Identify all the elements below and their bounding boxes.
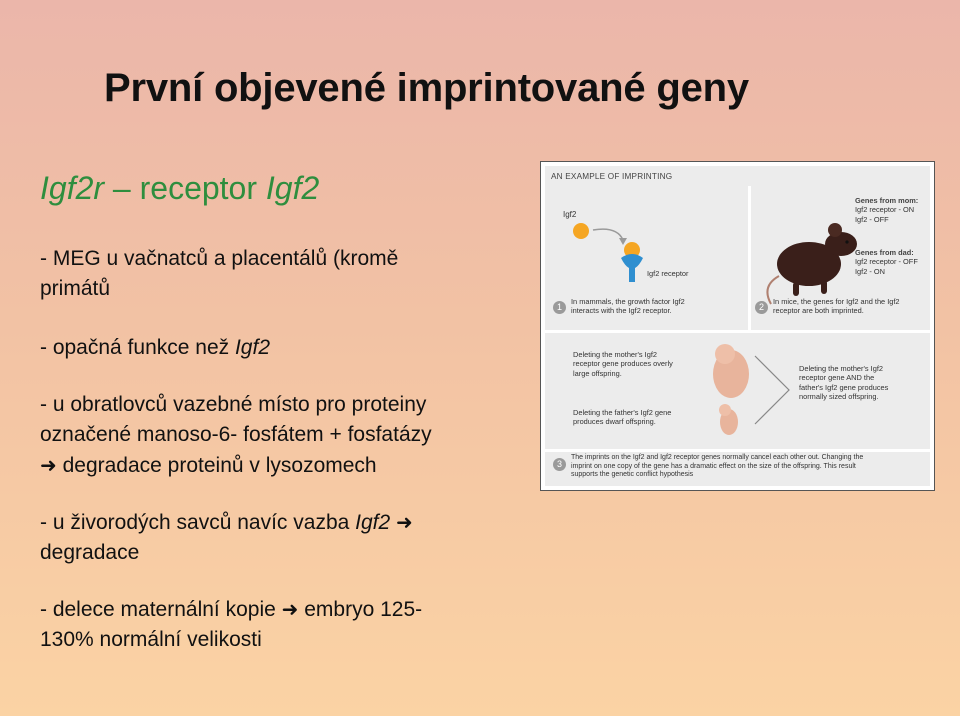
- step-1-caption: [571, 297, 685, 316]
- mom-genes: [855, 196, 918, 224]
- divider: [545, 330, 930, 333]
- figure-heading: AN EXAMPLE OF IMPRINTING: [551, 172, 673, 181]
- step-2-line-1: In mice, the genes for Igf2 and the Igf2: [773, 297, 900, 306]
- bullet-1: [40, 244, 398, 304]
- gene-name: Igf2r: [40, 170, 105, 206]
- bullet-2-gene: Igf2: [234, 336, 270, 359]
- bullet-3-line-3: [40, 450, 432, 481]
- igf2-receptor-icon: [621, 254, 643, 282]
- mom-gene-1: Igf2 receptor - ON: [855, 205, 915, 215]
- mom-gene-2: Igf2 - OFF: [855, 214, 889, 224]
- deletion-both-line-1: Deleting the mother's Igf2: [799, 364, 883, 373]
- slide-subtitle: [40, 170, 319, 207]
- arrow-icon: ➜: [396, 510, 413, 534]
- bullet-5-text: - delece maternální kopie: [40, 598, 282, 621]
- deletion-mom-line-3: large offspring.: [573, 368, 622, 378]
- bullet-4-line-2: degradace: [40, 541, 140, 564]
- divider: [545, 449, 930, 452]
- subtitle-text: – receptor: [104, 170, 266, 206]
- bullet-3-line-3-text: degradace proteinů v lysozomech: [56, 454, 377, 477]
- arrow-icon: ➜: [281, 597, 299, 621]
- step-2-caption: [773, 297, 900, 316]
- mouse-leg-icon: [793, 282, 799, 296]
- curved-arrow-icon: [593, 229, 623, 240]
- imprinting-figure: [540, 161, 935, 491]
- arrow-icon: ➜: [40, 453, 57, 477]
- bullet-1-line-1: - MEG u vačnatců a placentálů (kromě: [40, 247, 399, 270]
- dad-gene-1: Igf2 receptor - OFF: [855, 257, 918, 267]
- dad-genes: [855, 248, 918, 276]
- bullet-1-line-2: primátů: [40, 277, 111, 300]
- step-3-line-2: imprint on one copy of the gene has a dramatic effect on the size of the offspring. This result: [571, 462, 856, 470]
- convergence-arrow-icon: [755, 356, 789, 424]
- step-3-line-1: The imprints on the Igf2 and Igf2 receptor genes normally cancel each other out. Changing the: [571, 454, 864, 461]
- step-3-badge: 3: [553, 458, 566, 471]
- igf2-label: Igf2: [563, 210, 577, 219]
- ligand-receptor-illustration: [559, 220, 749, 300]
- bullet-4-text: - u živorodých savců navíc vazba: [40, 511, 356, 534]
- step-1-line-2: interacts with the Igf2 receptor.: [571, 306, 672, 316]
- large-pup-head-icon: [715, 344, 735, 364]
- bullet-5-line-1: [40, 594, 422, 625]
- bullet-4: [40, 507, 413, 568]
- dad-genes-heading: Genes from dad:: [855, 248, 914, 257]
- mouse-eye-icon: [845, 240, 848, 243]
- bullet-3: [40, 390, 432, 481]
- bullet-5-text-2: embryo 125-: [298, 598, 423, 621]
- deletion-dad-line-1: Deleting the father's Igf2 gene: [573, 408, 672, 417]
- bullet-5-line-2: 130% normální velikosti: [40, 628, 262, 651]
- deletion-both-line-3: father's Igf2 gene produces: [799, 382, 889, 392]
- step-3-line-3: supports the genetic conflict hypothesis: [571, 471, 694, 479]
- receptor-label: Igf2 receptor: [647, 269, 689, 278]
- bullet-3-line-2: označené manoso-6- fosfátem + fosfatázy: [40, 423, 432, 446]
- figure-panel: [545, 166, 930, 486]
- pup-illustration: [705, 338, 795, 448]
- step-1-badge: 1: [553, 301, 566, 314]
- bullet-4-line-1: [40, 507, 413, 538]
- deletion-mom-line-1: Deleting the mother's Igf2: [573, 350, 657, 359]
- dad-gene-2: Igf2 - ON: [855, 266, 885, 276]
- deletion-mom-line-2: receptor gene produces overly: [573, 359, 673, 369]
- deletion-both-line-4: normally sized offspring.: [799, 392, 879, 402]
- dwarf-pup-head-icon: [719, 404, 731, 416]
- mouse-head-icon: [825, 232, 857, 256]
- bullet-2: [40, 333, 270, 363]
- bullet-5: [40, 594, 422, 655]
- bullet-4-gene: Igf2: [355, 511, 391, 534]
- mouse-leg-icon: [821, 280, 827, 294]
- step-2-badge: 2: [755, 301, 768, 314]
- step-1-line-1: In mammals, the growth factor Igf2: [571, 297, 685, 306]
- slide-title: První objevené imprintované geny: [104, 66, 749, 110]
- bullet-2-text: - opačná funkce než: [40, 336, 235, 359]
- deletion-mom-caption: [573, 350, 673, 378]
- mom-genes-heading: Genes from mom:: [855, 196, 919, 205]
- gene-name-2: Igf2: [265, 170, 320, 206]
- bullet-3-line-1: - u obratlovců vazebné místo pro proteiny: [40, 393, 427, 416]
- arrow-head-icon: [619, 238, 627, 245]
- step-3-caption: [571, 454, 863, 480]
- deletion-both-caption: [799, 364, 888, 402]
- deletion-both-line-2: receptor gene AND the: [799, 373, 875, 383]
- deletion-dad-caption: [573, 408, 671, 427]
- mouse-ear-icon: [828, 223, 842, 237]
- igf2-ligand-icon: [573, 223, 589, 239]
- step-2-line-2: receptor are both imprinted.: [773, 306, 864, 316]
- deletion-dad-line-2: produces dwarf offspring.: [573, 417, 656, 427]
